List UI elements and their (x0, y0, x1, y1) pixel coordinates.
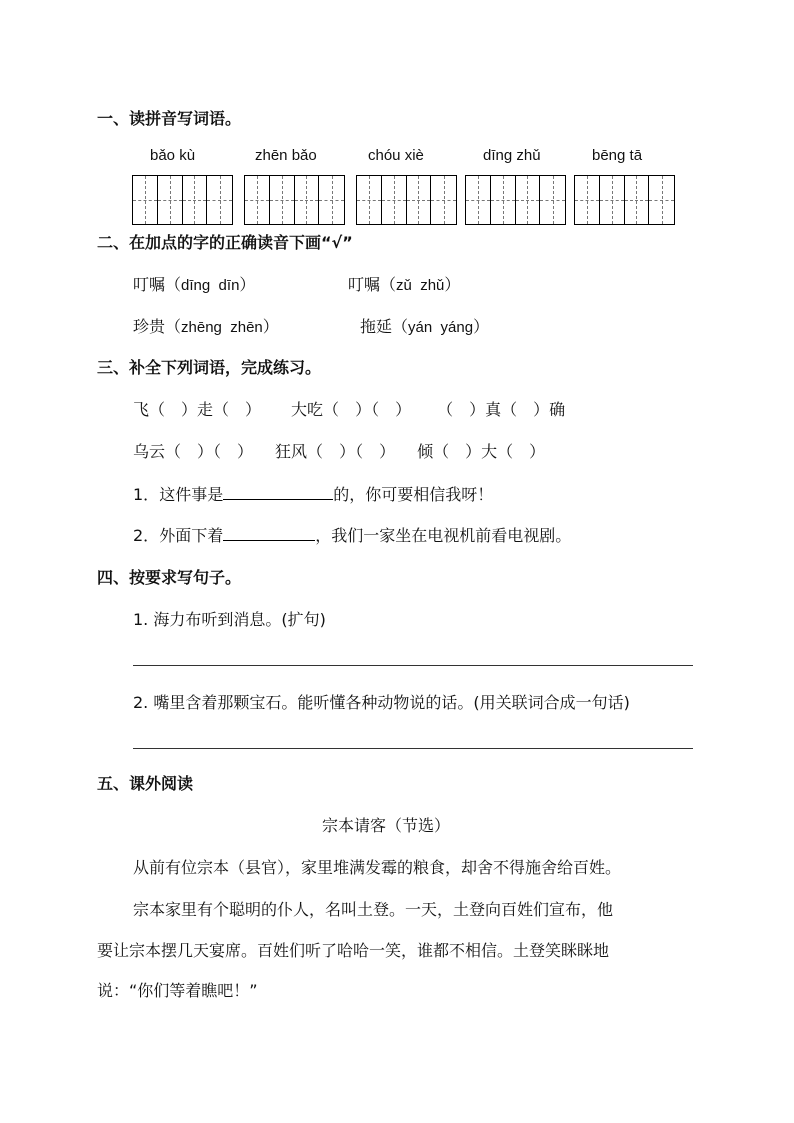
idiom-part: ） (379, 442, 396, 461)
writing-grid-5[interactable] (574, 175, 675, 225)
choice-word: 叮嘱 (133, 275, 166, 294)
sentence-question-1: 1. 海力布听到消息。(扩句) (133, 610, 326, 629)
writing-grid-2[interactable] (244, 175, 345, 225)
section3-heading: 三、补全下列词语，完成练习。 (97, 358, 322, 377)
idiom-part: ）（ (197, 442, 222, 461)
idiom-part: ） (529, 442, 546, 461)
question-text: ，我们一家坐在电视机前看电视剧。 (315, 526, 572, 545)
pinyin-4: dīng zhǔ (483, 147, 541, 164)
idiom-part: 狂风（ (275, 442, 324, 461)
choice-options[interactable]: yán yáng (408, 319, 474, 336)
idiom-part: 大吃（ (291, 400, 340, 419)
question-text: 这件事是 (159, 485, 224, 504)
answer-blank[interactable] (223, 485, 333, 500)
fill-question-1 (133, 482, 493, 505)
choice-item-4: 拖延（yán yáng） (360, 317, 490, 336)
idiom-part: ） (395, 400, 412, 419)
idiom-part: 乌云（ (133, 442, 182, 461)
reading-paragraph-1: 从前有位宗本（县官），家里堆满发霉的粮食，却舍不得施舍给百姓。 (133, 858, 622, 877)
answer-line-2[interactable] (133, 748, 693, 749)
idiom-part: 飞（ (133, 400, 166, 419)
idiom-part: ）（ (339, 442, 364, 461)
pinyin-2: zhēn bǎo (255, 147, 317, 164)
choice-word: 珍贵 (133, 317, 166, 336)
question-text: 的，你可要相信我呀！ (333, 485, 494, 504)
reading-paragraph-2-line-1: 宗本家里有个聪明的仆人，名叫土登。一天，土登向百姓们宣布，他 (133, 900, 614, 919)
pinyin-5: bēng tā (592, 147, 643, 164)
section2-heading: 二、在加点的字的正确读音下画“√” (97, 233, 353, 252)
fill-question-2 (133, 523, 571, 546)
reading-paragraph-2-line-3: 说：“你们等着瞧吧！” (97, 981, 258, 1000)
question-number: 2． (133, 526, 160, 545)
idiom-part: 倾（ (417, 442, 450, 461)
pinyin-3: chóu xiè (368, 147, 424, 164)
choice-item-2: 叮嘱（zǔ zhǔ） (348, 275, 461, 294)
choice-word: 拖延 (360, 317, 393, 336)
choice-word: 叮嘱 (348, 275, 381, 294)
idiom-part: ） (237, 442, 254, 461)
question-number: 1． (133, 485, 160, 504)
reading-title: 宗本请客（节选） (322, 816, 451, 835)
choice-item-1: 叮嘱（dīng dīn） (133, 275, 256, 294)
idiom-part: （ (437, 400, 454, 419)
section1-heading: 一、读拼音写词语。 (97, 109, 242, 128)
idiom-part: ） (245, 400, 262, 419)
section5-heading: 五、课外阅读 (97, 774, 194, 793)
writing-grid-3[interactable] (356, 175, 457, 225)
pinyin-1: bǎo kù (150, 147, 196, 164)
writing-grid-4[interactable] (465, 175, 566, 225)
idiom-row-2 (133, 439, 545, 462)
reading-paragraph-2-line-2: 要让宗本摆几天宴席。百姓们听了哈哈一笑，谁都不相信。土登笑眯眯地 (97, 941, 610, 960)
writing-grid-1[interactable] (132, 175, 233, 225)
choice-item-3: 珍贵（zhēng zhēn） (133, 317, 279, 336)
idiom-part: ）走（ (181, 400, 230, 419)
choice-options[interactable]: dīng dīn (181, 277, 240, 294)
idiom-part: ）（ (355, 400, 380, 419)
idiom-part: ）确 (533, 400, 566, 419)
sentence-question-2: 2. 嘴里含着那颗宝石。能听懂各种动物说的话。(用关联词合成一句话) (133, 693, 630, 712)
idiom-row-1 (133, 397, 565, 420)
answer-blank[interactable] (223, 526, 315, 541)
choice-options[interactable]: zhēng zhēn (181, 319, 263, 336)
choice-options[interactable]: zǔ zhǔ (396, 277, 445, 294)
answer-line-1[interactable] (133, 665, 693, 666)
question-text: 外面下着 (159, 526, 224, 545)
idiom-part: ）真（ (469, 400, 518, 419)
idiom-part: ）大（ (465, 442, 514, 461)
section4-heading: 四、按要求写句子。 (97, 568, 242, 587)
